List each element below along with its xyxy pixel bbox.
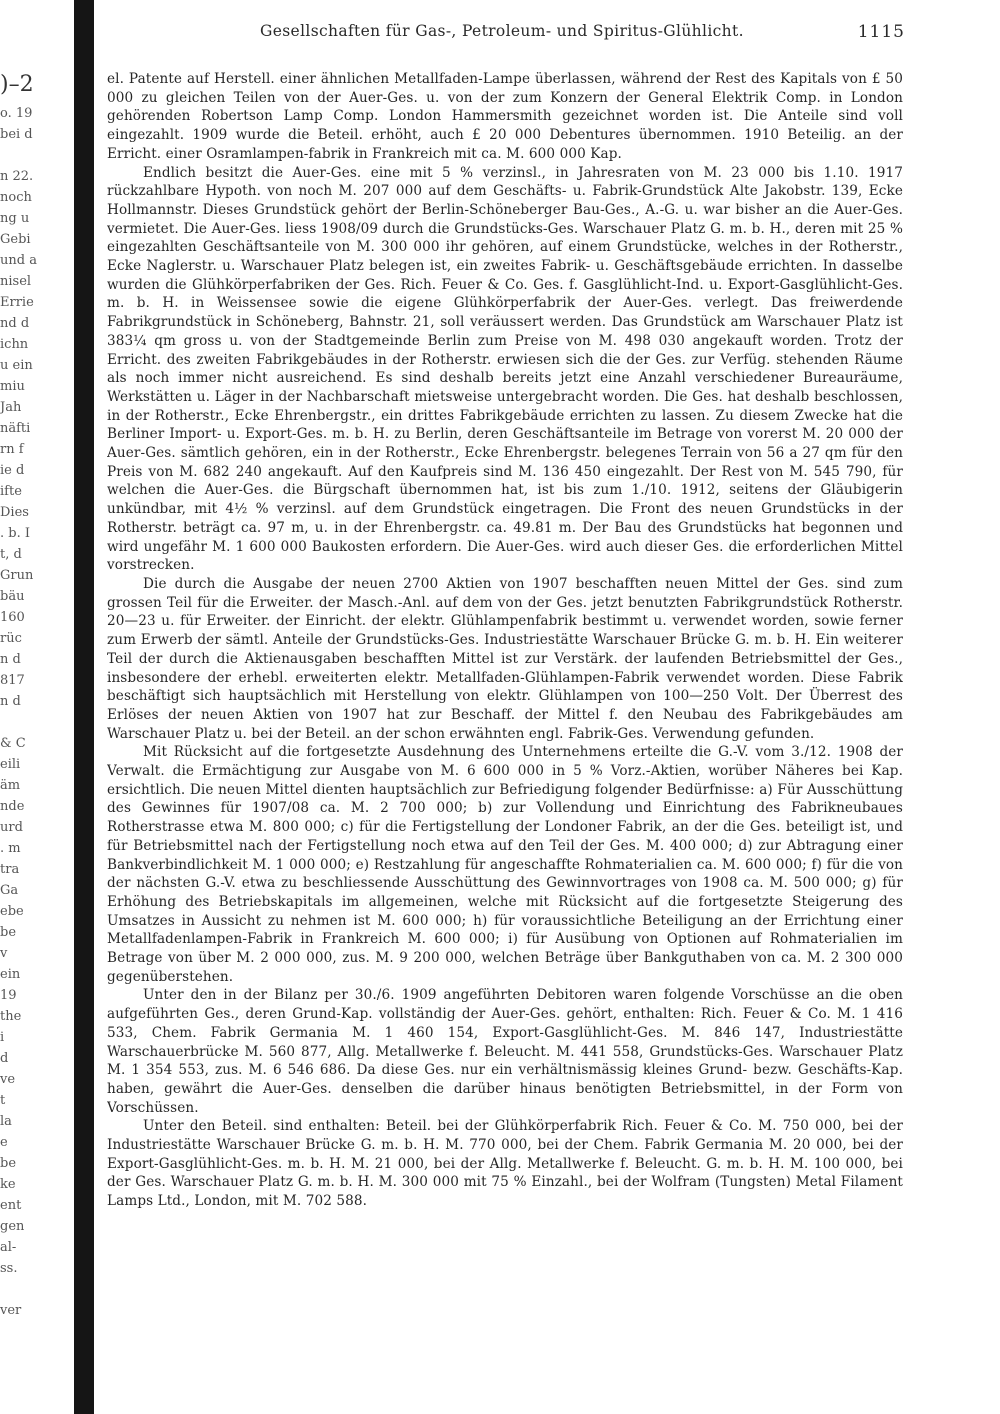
margin-fragment <box>0 1279 72 1300</box>
margin-fragment: miu <box>0 379 25 394</box>
margin-fragment: t, d <box>0 547 22 562</box>
margin-fragment: e <box>0 1135 8 1150</box>
margin-fragment: ver <box>0 1303 22 1318</box>
book-spine-shadow <box>74 0 94 1414</box>
paragraph: el. Patente auf Herstell. einer ähnlichen Metallfaden-Lampe überlassen, während der Rest des Kapitals von £ 50 000 zu gleichen Teilen von der Auer-Ges. u. von der zum Konzern der General Elektrik Comp. in London gehörenden Robertson Lamp Comp. London Hammersmith gezeichnet worden ist. Die Anteile sind voll eingezahlt. 1909 wurde die Beteil. erhöht, auch £ 20 000 Debentures übernommen. 1910 Beteilig. an der Erricht. einer Osramlampen-fabrik in Frankreich mit ca. M. 600 000 Kap. <box>107 71 903 162</box>
paragraph: Endlich besitzt die Auer-Ges. eine mit 5 % verzinsl., in Jahresraten von M. 23 000 bis 1.10. 1917 rückzahlbare Hypoth. von noch M. 207 000 auf dem Geschäfts- u. Fabrik-Grundstück Alte Jakobstr. 139, Ecke Hollmannstr. Dieses Grundstück gehört der Berlin-Schöneberger Bau-Ges., A.-G. u. war bisher an die Auer-Ges. vermietet. Die Auer-Ges. liess 1908/09 durch die Grundstücks-Ges. Warschauer Platz G. m. b. H., deren mit 25 % eingezahlten Geschäftsanteile von M. 300 000 ihr gehören, auf einem Grundstücke, welches in der Rotherstr., Ecke Naglerstr. u. Warschauer Platz belegen ist, ein zweites Fabrik- u. Geschäftsgebäude errichten. In dasselbe wurden die Glühkörperfabriken der Ges. Rich. Feuer & Co. Ges. f. Gasglühlicht-Ind. u. Export-Gasglühlicht-Ges. m. b. H. in Weissensee sowie die eigene Glühkörperfabrik der Auer-Ges. verlegt. Das freiwerdende Fabrikgrundstück in Schöneberg, Bahnstr. 21, soll veräussert werden. Das Grundstück am Warschauer Platz ist 383¼ qm gross u. von der Stadtgemeinde Berlin zum Preise von M. 498 030 angekauft worden. Trotz der Erricht. des zweiten Fabrikgebäudes in der Rotherstr. erwiesen sich die der Ges. zur Verfüg. stehenden Räume als noch immer nicht ausreichend. Es sind deshalb bereits jetzt eine Anzahl verschiedener Bureauräume, Werkstätten u. Läger in der Nachbarschaft mietsweise untergebracht worden. Die Ges. hat deshalb beschlossen, in der Rotherstr., Ecke Ehrenbergstr., ein drittes Fabrikgebäude errichten zu lassen. Zu diesem Zwecke hat die Berliner Import- u. Export-Ges. m. b. H. zu Berlin, deren Geschäftsanteile im Betrage von vorerst M. 20 000 der Auer-Ges. sämtlich gehören, ein in der Rotherstr., Ecke Ehrenbergstr. belegenes Terrain von 56 a 27 qm für den Preis von M. 682 240 angekauft. Auf den Kaufpreis sind M. 136 450 eingezahlt. Der Rest von M. 545 790, für welchen die Auer-Ges. die Bürgschaft übernommen hat, ist bis zum 1./10. 1912, seitens der Gläubigerin unkündbar, mit 4½ % verzinsl. auf dem Grundstück eingetragen. Die Front des neuen Grundstücks in der Rotherstr. beträgt ca. 97 m, u. in der Ehrenbergstr. ca. 49.81 m. Der Bau des Grundstücks hat begonnen und wird ungefähr M. 1 600 000 Baukosten erfordern. Die Auer-Ges. wird auch dieser Ges. die erforderlichen Mittel vorstrecken. <box>107 164 903 574</box>
margin-fragment: äm <box>0 778 21 793</box>
margin-fragment: rn f <box>0 442 24 457</box>
margin-fragment: n 22. <box>0 169 34 184</box>
margin-fragment: la <box>0 1114 12 1129</box>
margin-fragment: noch <box>0 190 32 205</box>
margin-fragment: n d <box>0 694 21 709</box>
margin-fragment: nd d <box>0 316 30 331</box>
margin-fragment: näfti <box>0 421 31 436</box>
margin-fragment: u ein <box>0 358 33 373</box>
margin-fragment: Dies <box>0 505 29 520</box>
margin-fragment: ve <box>0 1072 16 1087</box>
margin-fragment: n d <box>0 652 21 667</box>
margin-fragment: ifte <box>0 484 22 499</box>
margin-fragment: nde <box>0 799 25 814</box>
margin-fragment: tra <box>0 862 20 877</box>
margin-fragment <box>0 145 72 166</box>
margin-fragment: nisel <box>0 274 32 289</box>
paragraph: Unter den Beteil. sind enthalten: Beteil. bei der Glühkörperfabrik Rich. Feuer & Co. M. 750 000, bei der Industriestätte Warschauer Brücke G. m. b. H. M. 770 000, bei der Chem. Fabrik Germania M. 20 000, bei der Export-Gasglühlicht-Ges. m. b. H. M. 21 000, bei der Allg. Metallwerke f. Beleucht. G. m. b. H. M. 100 000, bei der Ges. Warschauer Platz G. m. b. H. M. 300 000 mit 75 % Einzahl., bei der Wolfram (Tungsten) Metal Filament Lamps Ltd., London, mit M. 702 588. <box>107 1118 903 1210</box>
margin-fragment: . b. I <box>0 526 30 541</box>
margin-fragment: eili <box>0 757 21 772</box>
margin-fragment: . m <box>0 841 21 856</box>
margin-fragment: bäu <box>0 589 25 604</box>
margin-fragment: Ga <box>0 883 19 898</box>
margin-fragment: ke <box>0 1177 16 1192</box>
margin-fragment: ie d <box>0 463 25 478</box>
margin-fragment: t <box>0 1093 6 1108</box>
margin-fragment: gen <box>0 1219 25 1234</box>
body-text <box>107 70 903 1390</box>
margin-fragment: ebe <box>0 904 24 919</box>
margin-fragment: ichn <box>0 337 29 352</box>
margin-fragment: Errie <box>0 295 34 310</box>
margin-fragment: 160 <box>0 610 25 625</box>
margin-fragment: Gebi <box>0 232 31 247</box>
margin-fragment: 19 <box>0 988 17 1003</box>
paragraph: Mit Rücksicht auf die fortgesetzte Ausdehnung des Unternehmens erteilte die G.-V. vom 3./12. 1908 der Verwalt. die Ermächtigung zur Ausgabe von M. 6 600 000 in 5 % Vorz.-Aktien, worüber Näheres bei Kap. ersichtlich. Die neuen Mittel dienten hauptsächlich zur Befriedigung folgender Bedürfnisse: a) Für Ausschüttung des Gewinnes für 1907/08 ca. M. 2 700 000; b) zur Vollendung und Einrichtung des Fabrikneubaues Rotherstrasse etwa M. 800 000; c) für die Fertigstellung der Londoner Fabrik, an der die Ges. beteiligt ist, und für Betriebsmittel nach der Fertigstellung noch etwa auf den Teil der Ges. M. 400 000; d) zur Abtragung einer Bankverbindlichkeit M. 1 000 000; e) Restzahlung für angeschaffte Rohmaterialien ca. M. 600 000; f) für die von der nächsten G.-V. etwa zu beschliessende Ausschüttung des Gewinnvortrages von 1908 ca. M. 500 000; g) für Erhöhung des Betriebskapitals im allgemeinen, welche mit Rücksicht auf die fortgesetzte Steigerung des Umsatzes in Aussicht zu nehmen ist M. 600 000; h) für voraussichtliche Beteiligung an der Errichtung einer Metallfadenlampen-Fabrik in Frankreich M. 600 000; i) für Ausübung von Optionen auf Rohmaterialien im Betrage von über M. 2 000 000, zus. M. 9 200 000, welchen Beträge über Bankguthaben von ca. M. 2 300 000 gegenüberstehen. <box>107 744 903 985</box>
margin-fragment: the <box>0 1009 22 1024</box>
margin-fragment-lines <box>0 103 72 1321</box>
margin-fragment: urd <box>0 820 23 835</box>
page-number: 1115 <box>857 22 905 42</box>
margin-fragment: ein <box>0 967 21 982</box>
margin-fragment <box>0 712 72 733</box>
margin-fragment: ent <box>0 1198 22 1213</box>
margin-fragment: ss. <box>0 1261 18 1276</box>
margin-fragment: d <box>0 1051 9 1066</box>
margin-fragment: und a <box>0 253 37 268</box>
margin-fragment: 817 <box>0 673 25 688</box>
margin-fragment: ng u <box>0 211 30 226</box>
margin-fragment: be <box>0 925 17 940</box>
margin-fragment: & C <box>0 736 26 751</box>
margin-fragment: Grun <box>0 568 34 583</box>
margin-fragment: v <box>0 946 8 961</box>
page-header <box>100 22 905 52</box>
margin-fragment: rüc <box>0 631 22 646</box>
paragraph: Unter den in der Bilanz per 30./6. 1909 angeführten Debitoren waren folgende Vorschüsse an die oben aufgeführten Ges., deren Grund-Kap. vollständig der Auer-Ges. gehört, enthalten: Rich. Feuer & Co. M. 1 416 533, Chem. Fabrik Germania M. 1 460 154, Export-Gasglühlicht-Ges. M. 846 147, Industriestätte Warschauerbrücke M. 560 877, Allg. Metallwerke f. Beleucht. M. 441 558, Grundstücks-Ges. Warschauer Platz M. 1 354 553, zus. M. 6 546 686. Da diese Ges. nur ein verhältnismässig kleines Grund- bezw. Geschäfts-Kap. haben, gewährt die Auer-Ges. denselben die darüber hinaus benötigten Betriebsmittel, in der Form von Vorschüssen. <box>107 987 903 1116</box>
margin-fragment: al- <box>0 1240 17 1255</box>
margin-fragment: o. 19 <box>0 106 33 121</box>
margin-fragment: i <box>0 1030 5 1045</box>
margin-fragment: Jah <box>0 400 22 415</box>
previous-page-margin <box>0 0 72 1414</box>
margin-fragment: bei d <box>0 127 33 142</box>
paragraph: Die durch die Ausgabe der neuen 2700 Aktien von 1907 beschafften neuen Mittel der Ges. sind zum grossen Teil für die Erweiter. der Masch.-Anl. auf dem von der Ges. jetzt benutzten Fabrikgrundstück Rotherstr. 20—23 u. für Erweiter. der Einricht. der elektr. Glühlampenfabrik bestimmt u. verwendet worden, sowie ferner zum Erwerb der sämtl. Anteile der Grundstücks-Ges. Industriestätte Warschauer Brücke G. m. b. H. Ein weiterer Teil der durch die Aktienausgaben beschafften Mittel ist zur Verstärk. der laufenden Betriebsmittel der Ges., insbesondere der erhebl. erweiterten elektr. Metallfaden-Glühlampen-Fabrik verwendet worden. Diese Fabrik beschäftigt sich hauptsächlich mit Herstellung von elektr. Glühlampen von 100—250 Volt. Der Überrest des Erlöses der neuen Aktien von 1907 hat zur Beschaff. der Mittel f. den Neubau des Fabrikgebäudes am Warschauer Platz u. bei der Beteil. an der schon erwähnten engl. Fabrik-Ges. Verwendung gefunden. <box>107 575 903 742</box>
running-title: Gesellschaften für Gas-, Petroleum- und Spiritus-Glühlicht. <box>260 22 744 40</box>
margin-fragment-heading: )–2 <box>0 72 34 97</box>
margin-fragment: be <box>0 1156 17 1171</box>
